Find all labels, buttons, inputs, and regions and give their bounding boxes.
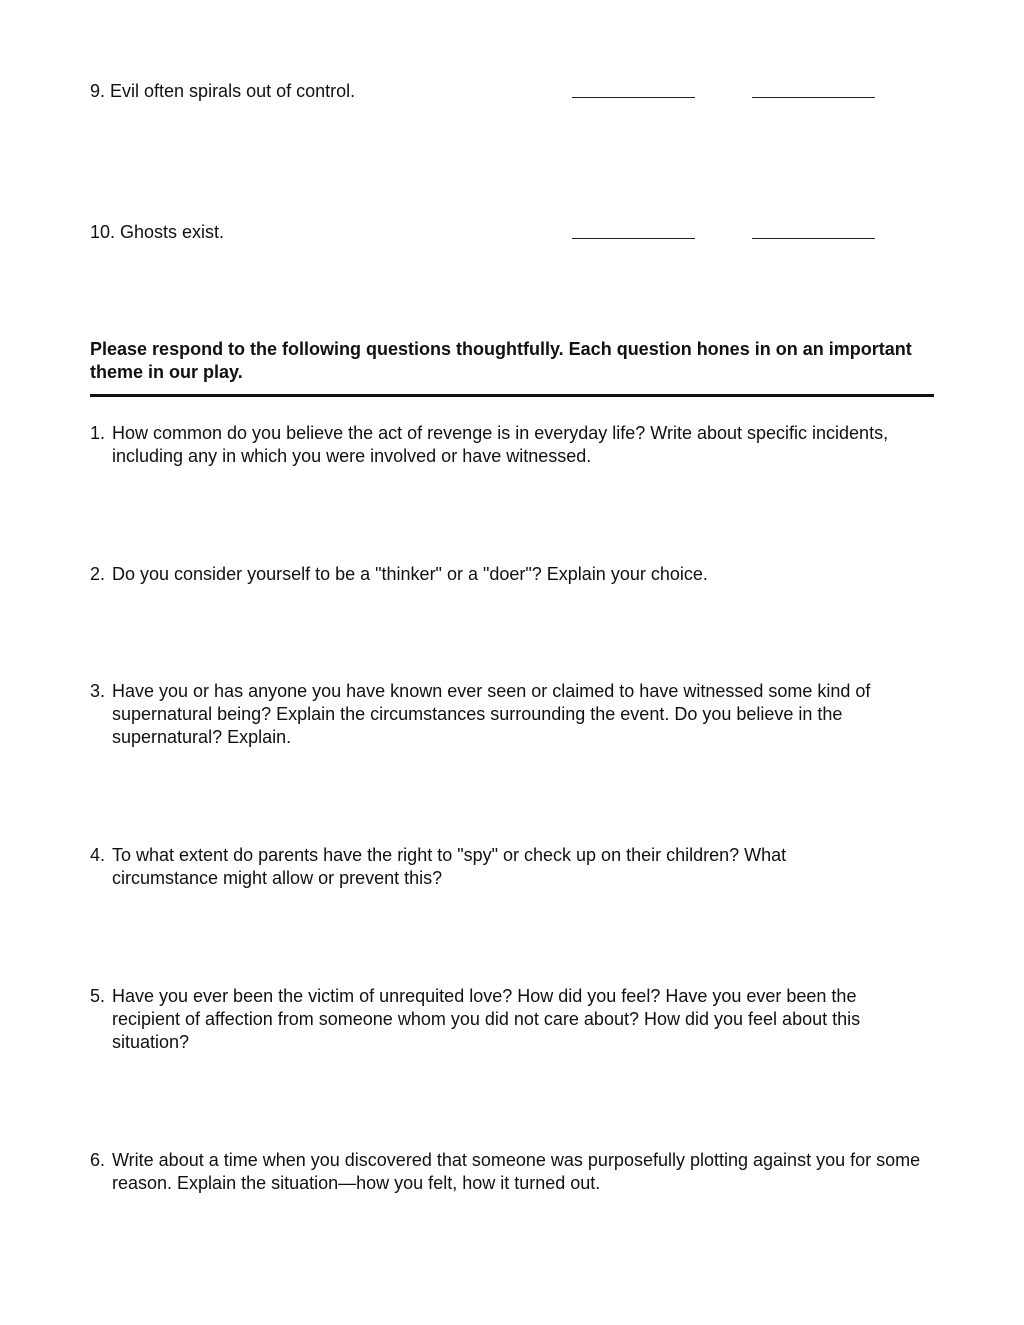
statement-9 [90, 80, 890, 104]
question-6 [90, 1149, 940, 1195]
agree-answer-blank[interactable] [572, 97, 695, 98]
agree-answer-blank[interactable] [572, 238, 695, 239]
section-divider [90, 394, 934, 397]
question-text: How common do you believe the act of revenge is in everyday life? Write about specific incidents, including any in which you were involved or have witnessed. [112, 423, 889, 466]
question-number: 6. [90, 1150, 106, 1170]
question-5 [90, 985, 940, 1054]
disagree-answer-blank[interactable] [752, 97, 875, 98]
question-number: 4. [90, 845, 106, 865]
question-4 [90, 844, 940, 890]
question-number: 3. [90, 681, 106, 701]
question-3 [90, 680, 940, 749]
section-instructions: Please respond to the following questions thoughtfully. Each question hones in on an important theme in our play. [90, 339, 912, 382]
question-text: To what extent do parents have the right to "spy" or check up on their children? What circumstance might allow or prevent this? [112, 845, 787, 888]
question-text: Have you or has anyone you have known ever seen or claimed to have witnessed some kind of supernatural being? Explain the circumstances surrounding the event. Do you believe in the supernatural? Explain. [112, 681, 871, 747]
question-1 [90, 422, 940, 468]
statement-text: 10. Ghosts exist. [90, 222, 225, 242]
question-text: Have you ever been the victim of unrequited love? How did you feel? Have you ever been the recipient of affection from someone whom you did not care about? How did you feel about this situation? [112, 986, 861, 1052]
question-number: 1. [90, 423, 106, 443]
question-number: 2. [90, 564, 106, 584]
question-text: Write about a time when you discovered that someone was purposefully plotting against you for some reason. Explain the situation—how you felt, how it turned out. [112, 1150, 921, 1193]
question-text: Do you consider yourself to be a "thinker" or a "doer"? Explain your choice. [112, 564, 708, 584]
disagree-answer-blank[interactable] [752, 238, 875, 239]
statement-text: 9. Evil often spirals out of control. [90, 81, 356, 101]
question-2 [90, 563, 940, 586]
question-number: 5. [90, 986, 106, 1006]
statement-10 [90, 221, 890, 245]
